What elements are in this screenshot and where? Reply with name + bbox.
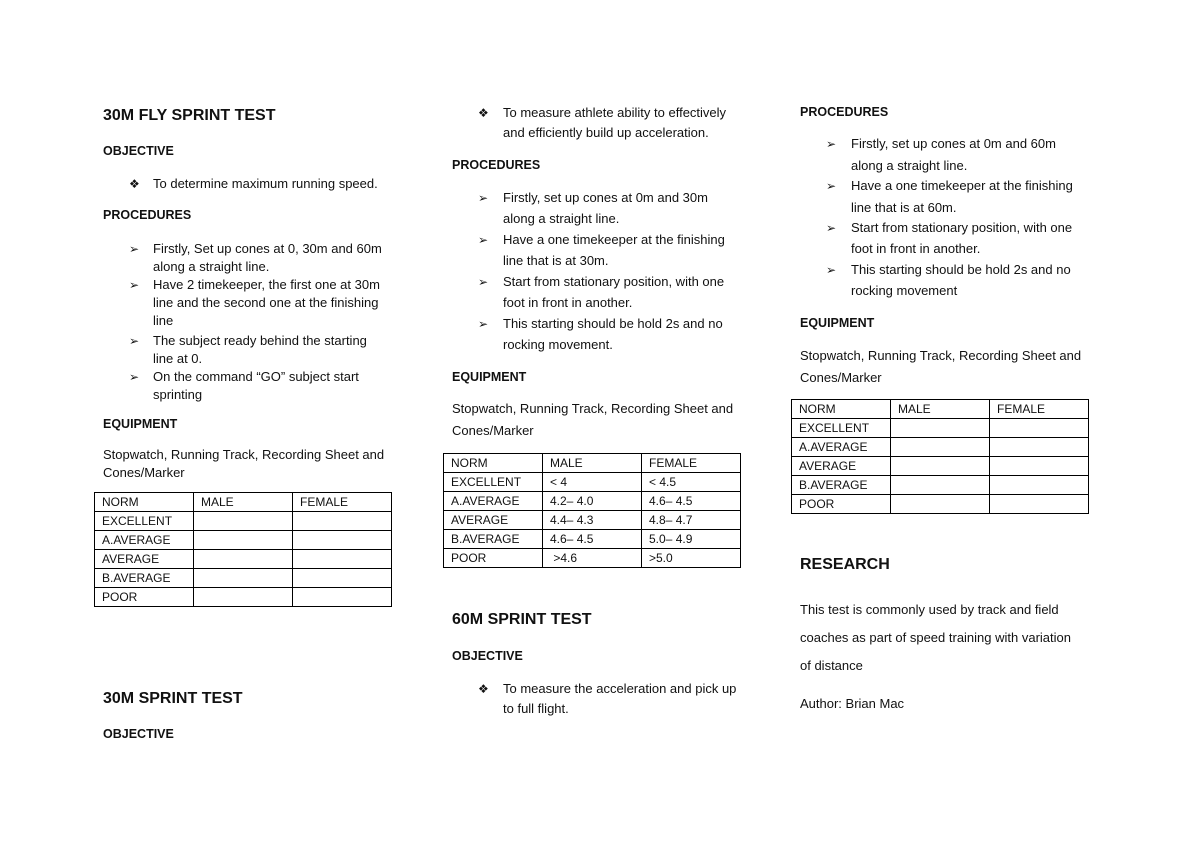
table-cell: MALE: [543, 454, 642, 473]
arrow-bullet-icon: ➢: [129, 278, 140, 292]
table-cell: [891, 495, 990, 514]
research-text: This test is commonly used by track and field: [800, 602, 1059, 617]
table-cell: [194, 550, 293, 569]
equipment-text: Cones/Marker: [800, 370, 882, 385]
table-row: [444, 511, 741, 530]
equipment-heading: EQUIPMENT: [103, 417, 178, 431]
table-row: [95, 588, 392, 607]
table-cell: 4.8– 4.7: [642, 511, 741, 530]
equipment-text: Cones/Marker: [103, 465, 185, 480]
table-cell: EXCELLENT: [444, 473, 543, 492]
procedure-line: Firstly, Set up cones at 0, 30m and 60m: [153, 241, 382, 256]
table-cell: [891, 457, 990, 476]
table-cell: B.AVERAGE: [95, 569, 194, 588]
author-text: Author: Brian Mac: [800, 696, 905, 711]
procedure-line: line and the second one at the finishing: [153, 295, 379, 310]
table-row: [792, 495, 1089, 514]
table-row: [444, 492, 741, 511]
table-cell: AVERAGE: [95, 550, 194, 569]
equipment-heading: EQUIPMENT: [800, 316, 875, 330]
table-cell: 4.6– 4.5: [642, 492, 741, 511]
procedure-line: rocking movement.: [503, 337, 613, 352]
table-cell: [891, 419, 990, 438]
arrow-bullet-icon: ➢: [129, 334, 140, 348]
table-row: [444, 454, 741, 473]
table-cell: >4.6: [543, 549, 642, 568]
equipment-text: Stopwatch, Running Track, Recording Sheet and: [452, 401, 734, 416]
procedures-heading: PROCEDURES: [103, 208, 192, 222]
table-cell: NORM: [95, 493, 194, 512]
table-cell: [194, 512, 293, 531]
procedure-line: along a straight line.: [851, 158, 968, 173]
equipment-text: Stopwatch, Running Track, Recording Sheet and: [800, 348, 1082, 363]
procedure-line: foot in front in another.: [503, 295, 633, 310]
procedure-line: Start from stationary position, with one: [851, 220, 1073, 235]
table-cell: [194, 531, 293, 550]
table-cell: 4.6– 4.5: [543, 530, 642, 549]
table-row: [792, 438, 1089, 457]
table-row: [444, 530, 741, 549]
procedure-line: sprinting: [153, 387, 203, 402]
procedure-line: line at 0.: [153, 351, 203, 366]
arrow-bullet-icon: ➢: [826, 137, 837, 151]
table-cell: A.AVERAGE: [792, 438, 891, 457]
objective-text: and efficiently build up acceleration.: [503, 125, 709, 140]
objective-text: to full flight.: [503, 701, 569, 716]
table-cell: < 4.5: [642, 473, 741, 492]
procedures-heading: PROCEDURES: [800, 105, 889, 119]
procedure-line: The subject ready behind the starting: [153, 333, 367, 348]
procedure-line: line that is at 30m.: [503, 253, 609, 268]
arrow-bullet-icon: ➢: [826, 263, 837, 277]
equipment-heading: EQUIPMENT: [452, 370, 527, 384]
objective-heading: OBJECTIVE: [103, 144, 174, 158]
table-cell: >5.0: [642, 549, 741, 568]
table-cell: FEMALE: [293, 493, 392, 512]
table-cell: [293, 512, 392, 531]
table-cell: FEMALE: [642, 454, 741, 473]
table-row: [95, 493, 392, 512]
table-cell: A.AVERAGE: [444, 492, 543, 511]
objective-text: To measure the acceleration and pick up: [503, 681, 737, 696]
objective-text: To measure athlete ability to effectively: [503, 105, 727, 120]
table-cell: [194, 569, 293, 588]
norm-table: [443, 453, 741, 568]
table-row: [95, 550, 392, 569]
arrow-bullet-icon: ➢: [826, 221, 837, 235]
procedure-line: Have a one timekeeper at the finishing: [503, 232, 725, 247]
table-cell: 4.4– 4.3: [543, 511, 642, 530]
arrow-bullet-icon: ➢: [478, 191, 489, 205]
norm-table: [791, 399, 1089, 514]
objective-heading: OBJECTIVE: [103, 727, 174, 741]
sprint-30m-title: 30M SPRINT TEST: [103, 690, 243, 707]
table-cell: MALE: [194, 493, 293, 512]
table-cell: [293, 531, 392, 550]
procedure-line: foot in front in another.: [851, 241, 981, 256]
diamond-bullet-icon: ❖: [478, 106, 489, 120]
table-cell: POOR: [444, 549, 543, 568]
arrow-bullet-icon: ➢: [129, 242, 140, 256]
procedure-line: along a straight line.: [503, 211, 620, 226]
equipment-text: Cones/Marker: [452, 423, 534, 438]
table-cell: [293, 569, 392, 588]
table-cell: [891, 476, 990, 495]
table-cell: [990, 476, 1089, 495]
procedure-line: This starting should be hold 2s and no: [503, 316, 723, 331]
procedure-line: line that is at 60m.: [851, 200, 957, 215]
table-cell: MALE: [891, 400, 990, 419]
procedure-line: along a straight line.: [153, 259, 270, 274]
procedure-line: This starting should be hold 2s and no: [851, 262, 1071, 277]
table-cell: B.AVERAGE: [792, 476, 891, 495]
sprint-60m-title: 60M SPRINT TEST: [452, 611, 592, 628]
procedure-line: line: [153, 313, 174, 328]
research-text: coaches as part of speed training with variation: [800, 630, 1071, 645]
table-row: [95, 512, 392, 531]
table-row: [444, 549, 741, 568]
procedure-line: Firstly, set up cones at 0m and 60m: [851, 136, 1056, 151]
procedures-heading: PROCEDURES: [452, 158, 541, 172]
arrow-bullet-icon: ➢: [478, 317, 489, 331]
table-cell: [293, 588, 392, 607]
table-cell: [293, 550, 392, 569]
table-cell: AVERAGE: [792, 457, 891, 476]
research-heading: RESEARCH: [800, 556, 890, 573]
objective-heading: OBJECTIVE: [452, 649, 523, 663]
arrow-bullet-icon: ➢: [478, 233, 489, 247]
table-cell: [990, 495, 1089, 514]
fly-sprint-title: 30M FLY SPRINT TEST: [103, 107, 276, 124]
table-cell: < 4: [543, 473, 642, 492]
table-cell: EXCELLENT: [792, 419, 891, 438]
table-cell: 4.2– 4.0: [543, 492, 642, 511]
diamond-bullet-icon: ❖: [129, 177, 140, 191]
table-cell: [990, 438, 1089, 457]
table-cell: FEMALE: [990, 400, 1089, 419]
procedure-line: Firstly, set up cones at 0m and 30m: [503, 190, 708, 205]
table-cell: AVERAGE: [444, 511, 543, 530]
table-row: [792, 457, 1089, 476]
table-row: [792, 400, 1089, 419]
research-text: of distance: [800, 658, 863, 673]
procedure-line: On the command “GO” subject start: [153, 369, 359, 384]
equipment-text: Stopwatch, Running Track, Recording Sheet and: [103, 447, 385, 462]
arrow-bullet-icon: ➢: [826, 179, 837, 193]
table-row: [792, 476, 1089, 495]
table-cell: [990, 419, 1089, 438]
table-cell: POOR: [95, 588, 194, 607]
diamond-bullet-icon: ❖: [478, 682, 489, 696]
norm-table: [94, 492, 392, 607]
table-row: [95, 569, 392, 588]
table-cell: NORM: [444, 454, 543, 473]
procedure-line: Have 2 timekeeper, the first one at 30m: [153, 277, 380, 292]
table-row: [444, 473, 741, 492]
arrow-bullet-icon: ➢: [478, 275, 489, 289]
table-cell: A.AVERAGE: [95, 531, 194, 550]
table-cell: POOR: [792, 495, 891, 514]
table-cell: B.AVERAGE: [444, 530, 543, 549]
table-row: [95, 531, 392, 550]
procedure-line: rocking movement: [851, 283, 958, 298]
table-cell: [990, 457, 1089, 476]
objective-text: To determine maximum running speed.: [153, 176, 378, 191]
procedure-line: Start from stationary position, with one: [503, 274, 725, 289]
table-row: [792, 419, 1089, 438]
table-cell: [891, 438, 990, 457]
procedure-line: Have a one timekeeper at the finishing: [851, 178, 1073, 193]
table-cell: EXCELLENT: [95, 512, 194, 531]
table-cell: 5.0– 4.9: [642, 530, 741, 549]
arrow-bullet-icon: ➢: [129, 370, 140, 384]
table-cell: [194, 588, 293, 607]
table-cell: NORM: [792, 400, 891, 419]
